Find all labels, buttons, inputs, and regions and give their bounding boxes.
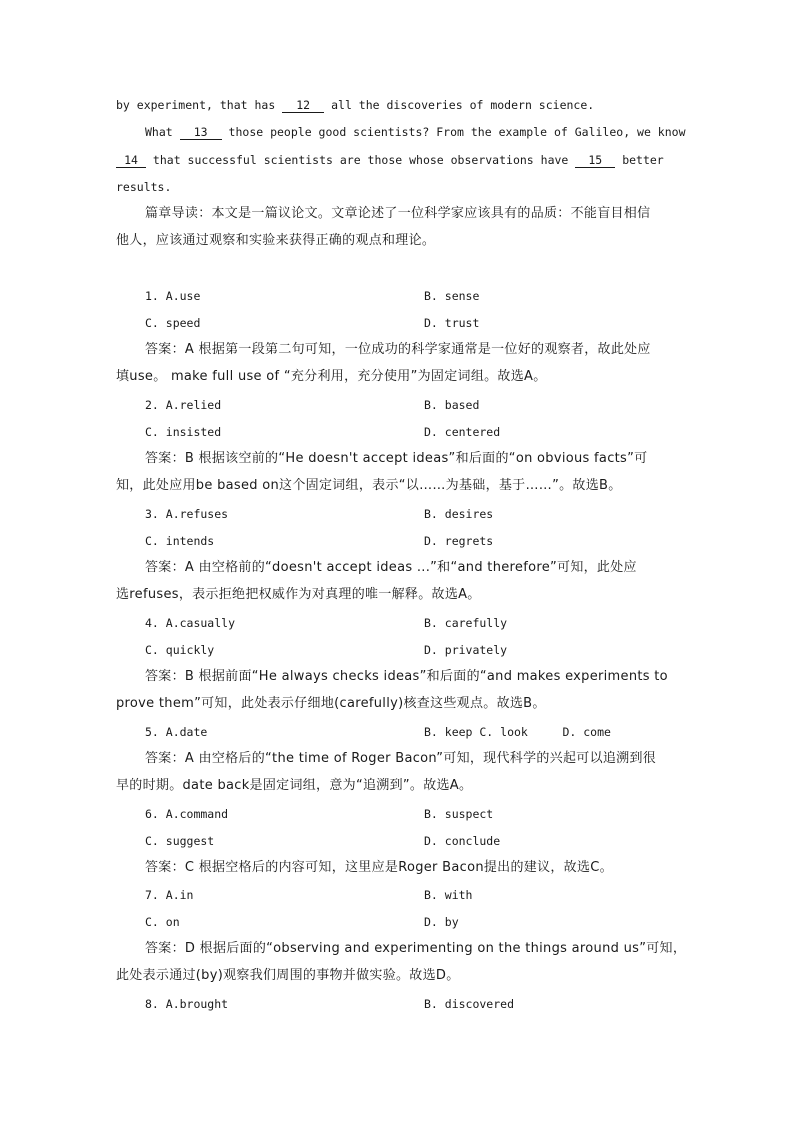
answer-5-line-1: 答案：A 由空格后的“the time of Roger Bacon”可知，现代科学的兴起可以追溯到很	[145, 751, 657, 766]
q3-option-a: 3. A.refuses	[145, 507, 229, 521]
q7-option-b: B. with	[424, 888, 473, 902]
answer-7-line-1: 答案：D 根据后面的“observing and experimenting on the things around us”可知，	[145, 941, 687, 956]
q1-option-b: B. sense	[424, 289, 480, 303]
q6-option-b: B. suspect	[424, 807, 494, 821]
q4-option-d: D. privately	[424, 643, 508, 657]
blank-14: 14	[116, 154, 146, 168]
answer-2-line-2: 知，此处应用be based on这个固定词组，表示“以……为基础，基于……”。故选B。	[116, 478, 622, 493]
q1-option-c: C. speed	[145, 316, 201, 330]
q4-option-b: B. carefully	[424, 616, 508, 630]
answer-5-line-2: 早的时期。date back是固定词组，意为“追溯到”。故选A。	[116, 778, 473, 793]
q2-option-d: D. centered	[424, 425, 501, 439]
blank-13: 13	[180, 126, 222, 140]
answer-7-line-2: 此处表示通过(by)观察我们周围的事物并做实验。故选D。	[116, 968, 460, 983]
q1-option-a: 1. A.use	[145, 289, 201, 303]
q2-option-b: B. based	[424, 398, 480, 412]
q2-option-a: 2. A.relied	[145, 398, 222, 412]
passage-line-4: results.	[116, 180, 172, 194]
q7-option-c: C. on	[145, 915, 180, 929]
blank-12: 12	[282, 99, 324, 113]
q3-option-c: C. intends	[145, 534, 215, 548]
answer-2-line-1: 答案：B 根据该空前的“He doesn't accept ideas”和后面的“on obvious facts”可	[145, 451, 648, 466]
q8-option-b: B. discovered	[424, 997, 515, 1011]
answer-1-line-2: 填use。 make full use of “充分利用，充分使用”为固定词组。故选A。	[116, 369, 547, 384]
blank-15: 15	[575, 154, 615, 168]
q6-option-d: D. conclude	[424, 834, 501, 848]
answer-6-line-1: 答案：C 根据空格后的内容可知，这里应是Roger Bacon提出的建议，故选C。	[145, 860, 613, 875]
q6-option-c: C. suggest	[145, 834, 215, 848]
q8-option-a: 8. A.brought	[145, 997, 229, 1011]
q5-options-bcd: B. keep C. look D. come	[424, 725, 611, 739]
q5-option-a: 5. A.date	[145, 725, 208, 739]
passage-line-2: What 13 those people good scientists? From the example of Galileo, we know	[145, 125, 686, 139]
q4-option-c: C. quickly	[145, 643, 215, 657]
passage-line-3: 14 that successful scientists are those whose observations have 15 better	[116, 152, 678, 168]
answer-4-line-1: 答案：B 根据前面“He always checks ideas”和后面的“and makes experiments to	[145, 669, 668, 684]
q6-option-a: 6. A.command	[145, 807, 229, 821]
q4-option-a: 4. A.casually	[145, 616, 236, 630]
q2-option-c: C. insisted	[145, 425, 222, 439]
q3-option-d: D. regrets	[424, 534, 494, 548]
answer-3-line-1: 答案：A 由空格前的“doesn't accept ideas ...”和“and therefore”可知，此处应	[145, 560, 637, 575]
guide-line-1: 篇章导读：本文是一篇议论文。文章论述了一位科学家应该具有的品质：不能盲目相信	[145, 206, 651, 221]
q7-option-d: D. by	[424, 915, 459, 929]
answer-3-line-2: 选refuses，表示拒绝把权威作为对真理的唯一解释。故选A。	[116, 587, 481, 602]
q7-option-a: 7. A.in	[145, 888, 194, 902]
guide-line-2: 他人，应该通过观察和实验来获得正确的观点和理论。	[116, 233, 436, 248]
q3-option-b: B. desires	[424, 507, 494, 521]
answer-1-line-1: 答案：A 根据第一段第二句可知，一位成功的科学家通常是一位好的观察者，故此处应	[145, 342, 651, 357]
q1-option-d: D. trust	[424, 316, 480, 330]
answer-4-line-2: prove them”可知，此处表示仔细地(carefully)核查这些观点。故选B。	[116, 696, 546, 711]
passage-line-1: by experiment, that has 12 all the discoveries of modern science.	[116, 98, 595, 112]
